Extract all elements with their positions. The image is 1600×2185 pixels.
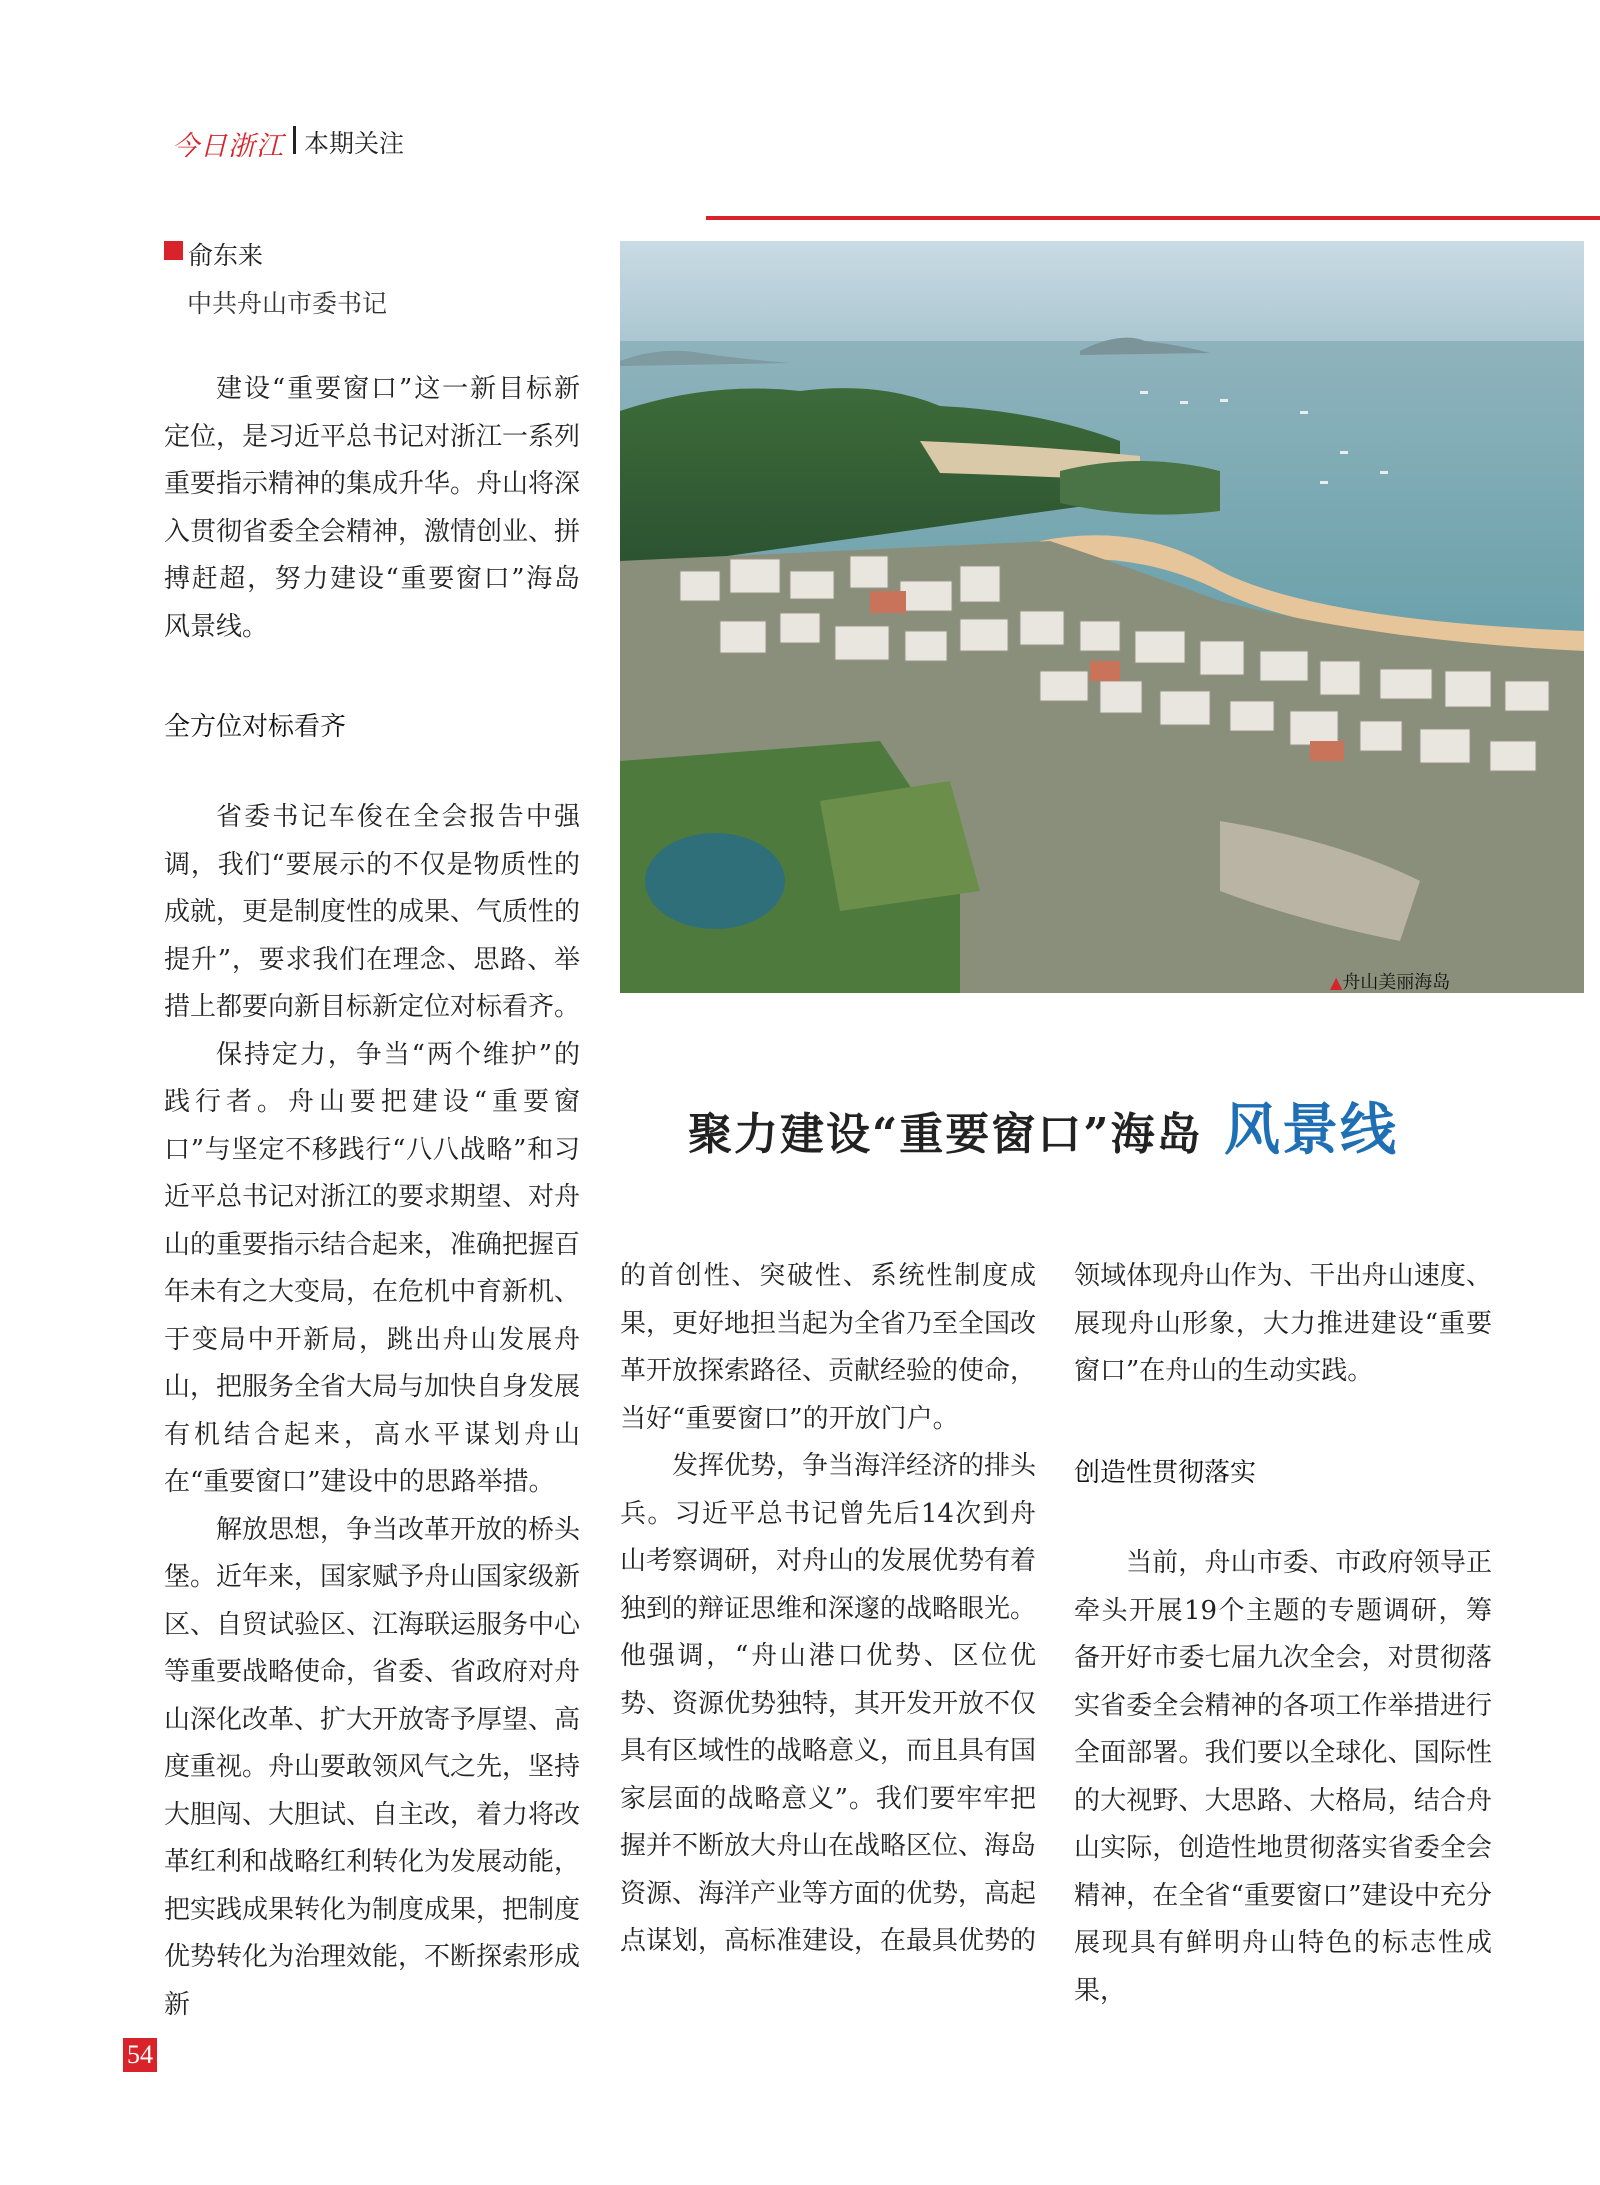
subhead-first: 全方位对标看齐 [164, 712, 347, 742]
article-headline-accent: 风景线 [1224, 1098, 1398, 1163]
intro-block [164, 366, 580, 651]
col3-paragraph-2: 当前，舟山市委、市政府领导正牵头开展19个主题的专题调研，筹备开好市委七届九次全会，对贯彻落实省委全会精神的各项工作举措进行全面部署。我们要以全球化、国际性的大视野、大思路、大格局，结合舟山实际，创造性地贯彻落实省委全会精神，在全省“重要窗口”建设中充分展现具有鲜明舟山特色的标志性成果， [1074, 1548, 1492, 2006]
author-marker [164, 241, 183, 260]
article-headline: 聚力建设“重要窗口”海岛 [688, 1109, 1203, 1160]
column-3 [1074, 1253, 1492, 1396]
header-rule [706, 216, 1600, 220]
author-title: 中共舟山市委书记 [187, 289, 388, 318]
col1-paragraph-1: 省委书记车俊在全会报告中强调，我们“要展示的不仅是物质性的成就，更是制度性的成果、气质性的提升”，要求我们在理念、思路、举措上都要向新目标新定位对标看齐。 [164, 802, 581, 1022]
column-1 [164, 794, 580, 2029]
magazine-logo: 今日浙江 [172, 131, 284, 162]
col2-paragraph-2: 发挥优势，争当海洋经济的排头兵。习近平总书记曾先后14次到舟山考察调研，对舟山的发展优势有着独到的辩证思维和深邃的战略眼光。他强调，“舟山港口优势、区位优势、资源优势独特，其开发开放不仅具有区域性的战略意义，而且具有国家层面的战略意义”。我们要牢牢把握并不断放大舟山在战略区位、海岛资源、海洋产业等方面的优势，高起点谋划，高标准建设，在最具优势的 [620, 1451, 1037, 1956]
caption-triangle-icon: ▲ [1330, 973, 1343, 992]
page-number: 54 [123, 2038, 157, 2072]
header-divider [293, 126, 296, 154]
photo-caption [1330, 968, 1450, 994]
column-2 [620, 1253, 1036, 1966]
column-3-lower [1074, 1540, 1492, 2015]
caption-text: 舟山美丽海岛 [1342, 972, 1451, 993]
section-label: 本期关注 [304, 129, 405, 158]
col1-paragraph-2: 保持定力，争当“两个维护”的践行者。舟山要把建设“重要窗口”与坚定不移践行“八八战略”和习近平总书记对浙江的要求期望、对舟山的重要指示结合起来，准确把握百年未有之大变局，在危机中育新机、于变局中开新局，跳出舟山发展舟山，把服务全省大局与加快自身发展有机结合起来，高水平谋划舟山在“重要窗口”建设中的思路举措。 [164, 1039, 581, 1497]
col1-paragraph-3: 解放思想，争当改革开放的桥头堡。近年来，国家赋予舟山国家级新区、自贸试验区、江海联运服务中心等重要战略使命，省委、省政府对舟山深化改革、扩大开放寄予厚望、高度重视。舟山要敢领风气之先，坚持大胆闯、大胆试、自主改，着力将改革红利和战略红利转化为发展动能，把实践成果转化为制度成果，把制度优势转化为治理效能，不断探索形成新 [164, 1514, 581, 2020]
intro-paragraph: 建设“重要窗口”这一新目标新定位，是习近平总书记对浙江一系列重要指示精神的集成升华。舟山将深入贯彻省委全会精神，激情创业、拼搏赶超，努力建设“重要窗口”海岛风景线。 [164, 374, 581, 642]
col3-paragraph-1: 领域体现舟山作为、干出舟山速度、展现舟山形象，大力推进建设“重要窗口”在舟山的生动实践。 [1074, 1261, 1492, 1386]
island-aerial-photo [620, 241, 1584, 993]
subhead-second: 创造性贯彻落实 [1074, 1458, 1257, 1488]
col2-paragraph-1: 的首创性、突破性、系统性制度成果，更好地担当起为全省乃至全国改革开放探索路径、贡献经验的使命，当好“重要窗口”的开放门户。 [620, 1261, 1037, 1434]
author-name: 俞东来 [188, 241, 264, 270]
